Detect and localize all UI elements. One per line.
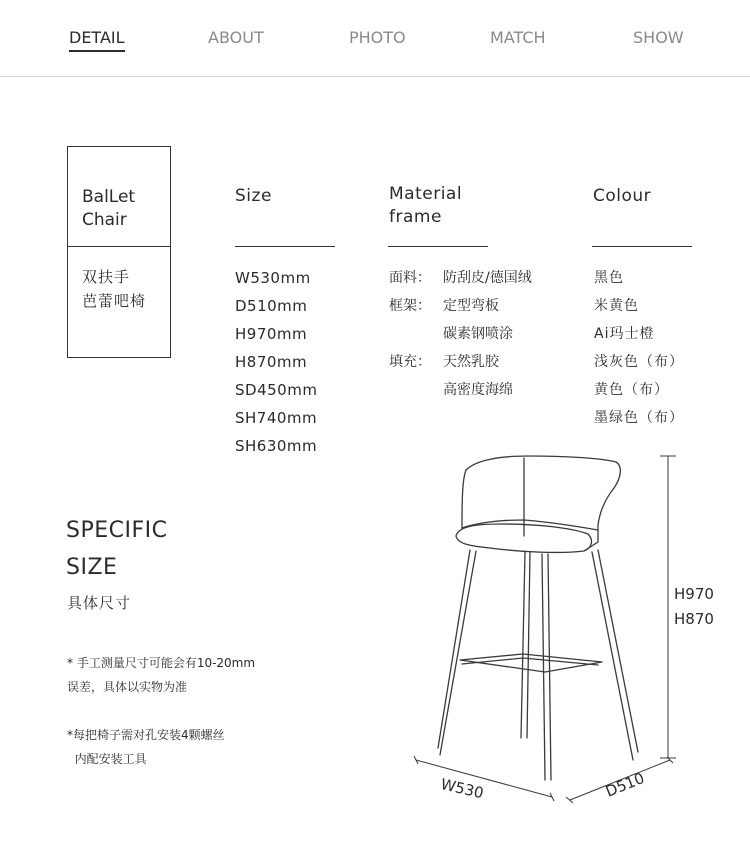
note-line: 误差，具体以实物为准: [67, 680, 188, 694]
specific-title-line2: SIZE: [66, 555, 118, 580]
width-dimension-line: [416, 760, 552, 797]
tab-match[interactable]: MATCH: [490, 28, 546, 47]
material-label: 面料：: [389, 270, 431, 286]
note-line: *每把椅子需对孔安装4颗螺丝: [67, 728, 225, 742]
material-heading-line1: Material: [389, 184, 463, 204]
size-item: SD450mm: [235, 381, 318, 399]
size-item: SH630mm: [235, 437, 318, 455]
height-970-label: H970: [674, 585, 714, 603]
specific-title-line1: SPECIFIC: [66, 518, 168, 543]
chair-leg: [521, 552, 525, 738]
product-name-cn-line1: 双扶手: [82, 268, 131, 286]
material-value: 防刮皮/德国绒: [443, 270, 532, 286]
height-870-label: H870: [674, 610, 714, 628]
size-item: H970mm: [235, 325, 308, 343]
tab-show[interactable]: SHOW: [633, 28, 684, 47]
chair-leg: [440, 551, 476, 755]
specific-size-subtitle: 具体尺寸: [67, 594, 132, 612]
tab-about[interactable]: ABOUT: [208, 28, 264, 47]
chair-backrest: [462, 456, 620, 528]
product-name-cn-line2: 芭蕾吧椅: [82, 292, 147, 310]
width-label: W530: [438, 775, 486, 803]
material-value: 天然乳胶: [443, 354, 499, 370]
note-line: * 手工测量尺寸可能会有10-20mm: [67, 656, 256, 670]
size-item: SH740mm: [235, 409, 318, 427]
colour-heading: Colour: [593, 186, 652, 206]
colour-item: 米黄色: [594, 298, 639, 314]
depth-label: D510: [603, 768, 648, 801]
tab-detail[interactable]: DETAIL: [69, 28, 125, 52]
material-label: 框架：: [389, 298, 431, 314]
colour-item: Ai玛士橙: [594, 326, 655, 342]
material-value: 定型弯板: [443, 298, 499, 314]
product-name-en-line2: Chair: [82, 210, 127, 230]
size-heading: Size: [235, 186, 272, 206]
size-item: W530mm: [235, 269, 311, 287]
chair-leg: [542, 554, 545, 780]
colour-item: 黑色: [594, 270, 624, 286]
note-line: 内配安装工具: [67, 752, 147, 766]
chair-leg: [592, 552, 633, 760]
material-heading-line2: frame: [389, 207, 442, 227]
material-value: 高密度海绵: [443, 382, 513, 398]
colour-item: 浅灰色（布）: [594, 354, 684, 370]
material-label: 填充：: [389, 354, 431, 370]
size-item: H870mm: [235, 353, 308, 371]
product-name-en-line1: BalLet: [82, 187, 136, 207]
material-value: 碳素钢喷涂: [443, 326, 513, 342]
size-item: D510mm: [235, 297, 308, 315]
colour-item: 黄色（布）: [594, 382, 669, 398]
tab-photo[interactable]: PHOTO: [349, 28, 406, 47]
colour-item: 墨绿色（布）: [594, 410, 684, 426]
